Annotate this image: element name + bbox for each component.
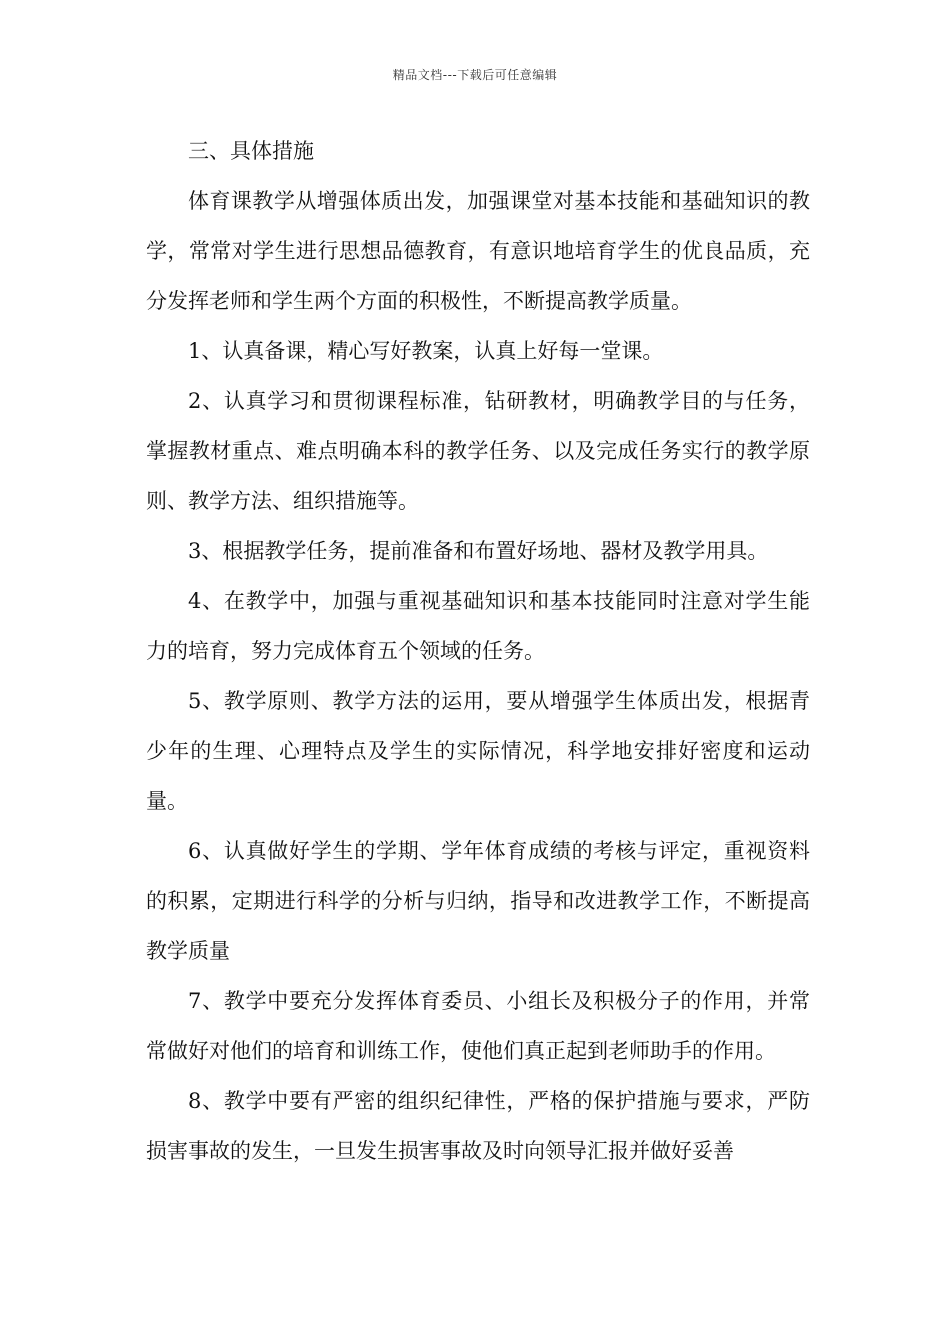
page-header: 精品文档---下载后可任意编辑 <box>392 68 558 82</box>
paragraph-item-1: 1、认真备课，精心写好教案，认真上好每一堂课。 <box>188 339 664 363</box>
paragraph-item-2: 2、认真学习和贯彻课程标准，钻研教材，明确教学目的与任务，掌握教材重点、难点明确本科的教学任务、以及完成任务实行的教学原则、教学方法、组织措施等。 <box>146 389 810 513</box>
paragraph-item-8: 8、教学中要有严密的组织纪律性，严格的保护措施与要求，严防损害事故的发生，一旦发生损害事故及时向领导汇报并做好妥善 <box>146 1089 810 1163</box>
document-body <box>146 126 810 1176</box>
paragraph-item-5: 5、教学原则、教学方法的运用，要从增强学生体质出发，根据青少年的生理、心理特点及学生的实际情况，科学地安排好密度和运动量。 <box>146 689 810 813</box>
paragraph-item-4: 4、在教学中，加强与重视基础知识和基本技能同时注意对学生能力的培育，努力完成体育五个领域的任务。 <box>146 589 810 663</box>
paragraph-item-6: 6、认真做好学生的学期、学年体育成绩的考核与评定，重视资料的积累，定期进行科学的分析与归纳，指导和改进教学工作，不断提高教学质量 <box>146 839 810 963</box>
paragraph-item-7: 7、教学中要充分发挥体育委员、小组长及积极分子的作用，并常常做好对他们的培育和训练工作，使他们真正起到老师助手的作用。 <box>146 989 810 1063</box>
paragraph-item-3: 3、根据教学任务，提前准备和布置好场地、器材及教学用具。 <box>188 539 769 563</box>
paragraph-intro: 体育课教学从增强体质出发，加强课堂对基本技能和基础知识的教学，常常对学生进行思想品德教育，有意识地培育学生的优良品质，充分发挥老师和学生两个方面的积极性，不断提高教学质量。 <box>146 189 810 313</box>
section-title: 三、具体措施 <box>188 139 314 163</box>
